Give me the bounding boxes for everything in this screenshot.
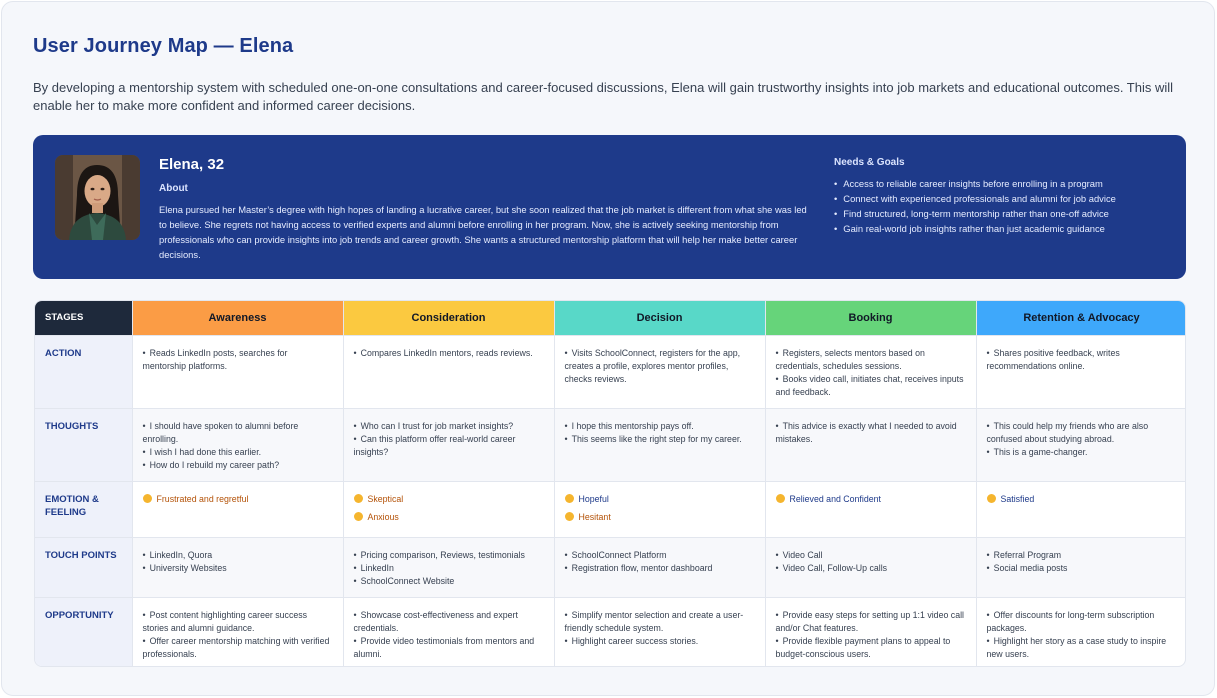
table-cell	[343, 408, 554, 481]
table-cell	[765, 408, 976, 481]
cell-item: • Offer discounts for long-term subscription packages.	[987, 609, 1177, 635]
table-cell	[976, 408, 1186, 481]
cell-item: • This could help my friends who are also confused about studying abroad.	[987, 420, 1177, 446]
emotion-label: Skeptical	[367, 493, 404, 504]
emotion-label: Frustrated and regretful	[156, 493, 249, 504]
cell-item: • Registers, selects mentors based on credentials, schedules sessions.	[776, 347, 966, 373]
cell-item: • Reads LinkedIn posts, searches for mentorship platforms.	[143, 347, 333, 373]
stages-header-row	[35, 301, 1186, 335]
cell-item: • Social media posts	[987, 562, 1177, 575]
cell-item: • Simplify mentor selection and create a user-friendly schedule system.	[565, 609, 755, 635]
cell-item: • I should have spoken to alumni before enrolling.	[143, 420, 333, 446]
cell-item: • LinkedIn, Quora	[143, 549, 333, 562]
row-emotion	[35, 481, 1186, 537]
emotion-label: Hopeful	[578, 493, 609, 504]
table-cell	[976, 481, 1186, 537]
cell-item: • University Websites	[143, 562, 333, 575]
emoji-icon	[143, 494, 152, 503]
emotion-label: Hesitant	[578, 511, 611, 522]
about-heading: About	[159, 183, 188, 194]
cell-item: • This advice is exactly what I needed to avoid mistakes.	[776, 420, 966, 446]
stage-consideration: Consideration	[343, 301, 554, 335]
table-cell	[132, 335, 343, 408]
emoji-icon	[565, 512, 574, 521]
cell-item: • Compares LinkedIn mentors, reads reviews.	[354, 347, 544, 360]
persona-name: Elena, 32	[159, 156, 225, 173]
cell-item: • I wish I had done this earlier.	[143, 446, 333, 459]
emotion-tag	[354, 493, 544, 506]
table-cell	[132, 597, 343, 667]
emoji-icon	[776, 494, 785, 503]
emotion-tag	[354, 511, 544, 524]
cell-item: • Video Call	[776, 549, 966, 562]
needs-item: • Find structured, long-term mentorship rather than one-off advice	[834, 206, 1174, 221]
table-cell	[976, 597, 1186, 667]
needs-item: • Gain real-world job insights rather than just academic guidance	[834, 221, 1174, 236]
cell-item: • Shares positive feedback, writes recommendations online.	[987, 347, 1177, 373]
row-label-touch-points: TOUCH POINTS	[35, 537, 132, 597]
cell-item: • Video Call, Follow-Up calls	[776, 562, 966, 575]
needs-list	[834, 176, 1174, 236]
cell-item: • Visits SchoolConnect, registers for the app, creates a profile, explores mentor profiles, checks reviews.	[565, 347, 755, 386]
table-cell	[976, 537, 1186, 597]
row-label-action: ACTION	[35, 335, 132, 408]
row-touch-points	[35, 537, 1186, 597]
stage-booking: Booking	[765, 301, 976, 335]
emoji-icon	[354, 512, 363, 521]
table-cell	[554, 537, 765, 597]
emotion-tag	[776, 493, 966, 506]
cell-item: • I hope this mentorship pays off.	[565, 420, 755, 433]
cell-item: • Highlight her story as a case study to inspire new users.	[987, 635, 1177, 661]
table-cell	[976, 335, 1186, 408]
cell-item: • Showcase cost-effectiveness and expert credentials.	[354, 609, 544, 635]
table-cell	[554, 335, 765, 408]
row-label-emotion: EMOTION & FEELING	[35, 481, 132, 537]
table-cell	[554, 408, 765, 481]
needs-item: • Access to reliable career insights before enrolling in a program	[834, 176, 1174, 191]
cell-item: • Who can I trust for job market insights?	[354, 420, 544, 433]
row-opportunity	[35, 597, 1186, 667]
stage-awareness: Awareness	[132, 301, 343, 335]
table-cell	[554, 481, 765, 537]
persona-photo	[55, 155, 140, 240]
stage-decision: Decision	[554, 301, 765, 335]
table-cell	[343, 537, 554, 597]
row-action	[35, 335, 1186, 408]
emotion-label: Relieved and Confident	[789, 493, 881, 504]
emotion-label: Satisfied	[1000, 493, 1035, 504]
emotion-tag	[143, 493, 333, 506]
table-cell	[765, 537, 976, 597]
emoji-icon	[354, 494, 363, 503]
table-cell	[132, 481, 343, 537]
table-cell	[554, 597, 765, 667]
needs-heading: Needs & Goals	[834, 157, 905, 168]
page-title: User Journey Map — Elena	[33, 35, 294, 57]
emotion-label: Anxious	[367, 511, 399, 522]
cell-item: • How do I rebuild my career path?	[143, 459, 333, 472]
cell-item: • This seems like the right step for my career.	[565, 433, 755, 446]
cell-item: • Pricing comparison, Reviews, testimonials	[354, 549, 544, 562]
emotion-tag	[987, 493, 1177, 506]
table-cell	[765, 597, 976, 667]
cell-item: • This is a game-changer.	[987, 446, 1177, 459]
stage-retention-advocacy: Retention & Advocacy	[976, 301, 1186, 335]
cell-item: • Referral Program	[987, 549, 1177, 562]
emotion-tag	[565, 511, 755, 524]
persona-card	[33, 135, 1186, 279]
emoji-icon	[987, 494, 996, 503]
row-label-thoughts: THOUGHTS	[35, 408, 132, 481]
journey-table	[34, 300, 1186, 667]
cell-item: • LinkedIn	[354, 562, 544, 575]
cell-item: • Can this platform offer real-world career insights?	[354, 433, 544, 459]
emoji-icon	[565, 494, 574, 503]
table-cell	[132, 408, 343, 481]
cell-item: • Books video call, initiates chat, receives inputs and feedback.	[776, 373, 966, 399]
table-cell	[765, 481, 976, 537]
table-cell	[132, 537, 343, 597]
table-cell	[765, 335, 976, 408]
stages-label: STAGES	[35, 301, 132, 335]
persona-avatar	[55, 155, 140, 240]
cell-item: • Provide video testimonials from mentors and alumni.	[354, 635, 544, 661]
journey-map-page	[1, 1, 1215, 696]
table-cell	[343, 335, 554, 408]
cell-item: • SchoolConnect Website	[354, 575, 544, 588]
row-thoughts	[35, 408, 1186, 481]
emotion-tag	[565, 493, 755, 506]
table-cell	[343, 481, 554, 537]
cell-item: • Offer career mentorship matching with verified professionals.	[143, 635, 333, 661]
cell-item: • Provide flexible payment plans to appeal to budget-conscious users.	[776, 635, 966, 661]
cell-item: • Registration flow, mentor dashboard	[565, 562, 755, 575]
table-cell	[343, 597, 554, 667]
about-text: Elena pursued her Master’s degree with high hopes of landing a lucrative career, but she soon realized that the job market is different from what she was led to believe. She regrets not having access to verified experts and alumni before enrolling in her program. Now, she is actively seeking mentorship from professionals who can provide insights into job trends and career growth. She wants a structured mentorship platform that will help her make better career decisions.	[159, 204, 807, 260]
intro-text: By developing a mentorship system with scheduled one-on-one consultations and career-focused discussions, Elena will gain trustworthy insights into job markets and educational outcomes. This will enable her to make more confident and informed career decisions.	[33, 80, 1174, 113]
cell-item: • Post content highlighting career success stories and alumni guidance.	[143, 609, 333, 635]
row-label-opportunity: OPPORTUNITY	[35, 597, 132, 667]
cell-item: • SchoolConnect Platform	[565, 549, 755, 562]
cell-item: • Provide easy steps for setting up 1:1 video call and/or Chat features.	[776, 609, 966, 635]
cell-item: • Highlight career success stories.	[565, 635, 755, 648]
needs-item: • Connect with experienced professionals and alumni for job advice	[834, 191, 1174, 206]
